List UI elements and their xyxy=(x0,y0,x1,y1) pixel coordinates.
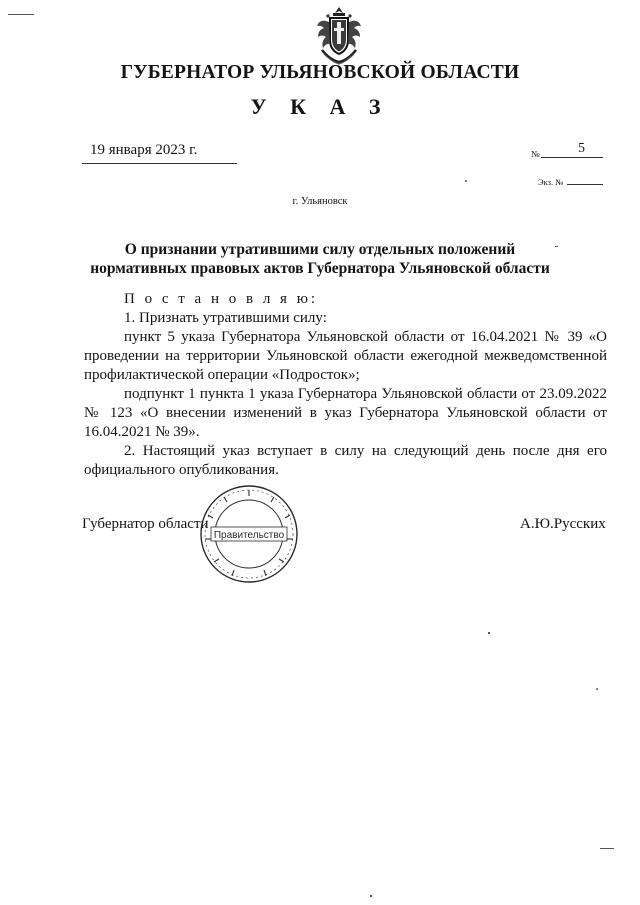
scan-mark xyxy=(596,688,598,690)
decree-word: П о с т а н о в л я ю: xyxy=(124,291,319,307)
paragraph-4: 2. Настоящий указ вступает в силу на следующий день после дня его официального опубликования. xyxy=(84,443,607,478)
paragraph-1: 1. Признать утратившими силу: xyxy=(124,310,327,326)
signatory-position: Губернатор области xyxy=(82,516,209,532)
scan-mark xyxy=(8,14,34,15)
official-seal xyxy=(196,483,302,585)
number-label: № xyxy=(531,149,540,159)
paragraph-2: пункт 5 указа Губернатора Ульяновской области от 16.04.2021 № 39 «О проведении на территории Ульяновской области ежегодной межведомственной профилактической операции «Подросток»; xyxy=(84,329,607,383)
document-title xyxy=(60,240,580,278)
copy-number-underline xyxy=(567,184,603,185)
seal-text: Правительство xyxy=(213,530,285,541)
document-date: 19 января 2023 г. xyxy=(90,142,198,158)
coat-of-arms-emblem xyxy=(312,4,366,66)
title-line-2: нормативных правовых актов Губернатора Ульяновской области xyxy=(90,260,550,277)
scan-mark xyxy=(465,180,467,182)
copy-number-label: Экз. № xyxy=(538,177,564,187)
organization-heading: ГУБЕРНАТОР УЛЬЯНОВСКОЙ ОБЛАСТИ xyxy=(120,62,520,83)
place-of-issue: г. Ульяновск xyxy=(292,196,348,207)
document-type-heading: У К А З xyxy=(250,94,390,119)
scan-mark xyxy=(488,632,490,634)
title-line-1: О признании утратившими силу отдельных положений xyxy=(124,241,516,258)
date-underline xyxy=(82,163,237,164)
number-underline xyxy=(541,157,603,158)
scan-mark xyxy=(600,848,614,849)
scan-mark xyxy=(370,895,372,897)
paragraph-3: подпункт 1 пункта 1 указа Губернатора Ульяновской области от 23.09.2022 № 123 «О внесении изменений в указ Губернатора Ульяновской области от 16.04.2021 № 39». xyxy=(84,386,607,440)
signatory-name: А.Ю.Русских xyxy=(520,516,606,532)
document-number: 5 xyxy=(578,141,585,156)
document-body xyxy=(84,290,607,480)
